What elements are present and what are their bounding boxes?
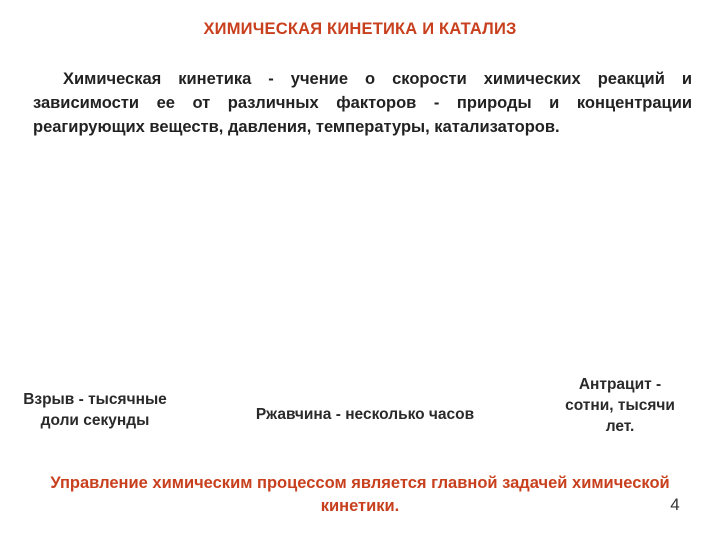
conclusion-text: Управление химическим процессом является главной задачей химической кинетики. xyxy=(50,474,670,515)
example-explosion: Взрыв - тысячные доли секунды xyxy=(23,391,167,429)
page-number: 4 xyxy=(670,495,680,514)
intro-paragraph: Химическая кинетика - учение о скорости химических реакций и зависимости ее от различных факторов - природы и концентрации реагирующих веществ, давления, температуры, катализаторов. xyxy=(33,70,692,136)
example-rust: Ржавчина - несколько часов xyxy=(255,406,475,423)
slide-title: ХИМИЧЕСКАЯ КИНЕТИКА И КАТАЛИЗ xyxy=(203,20,517,38)
example-anthracite: Антрацит - сотни, тысячи лет. xyxy=(565,376,675,435)
